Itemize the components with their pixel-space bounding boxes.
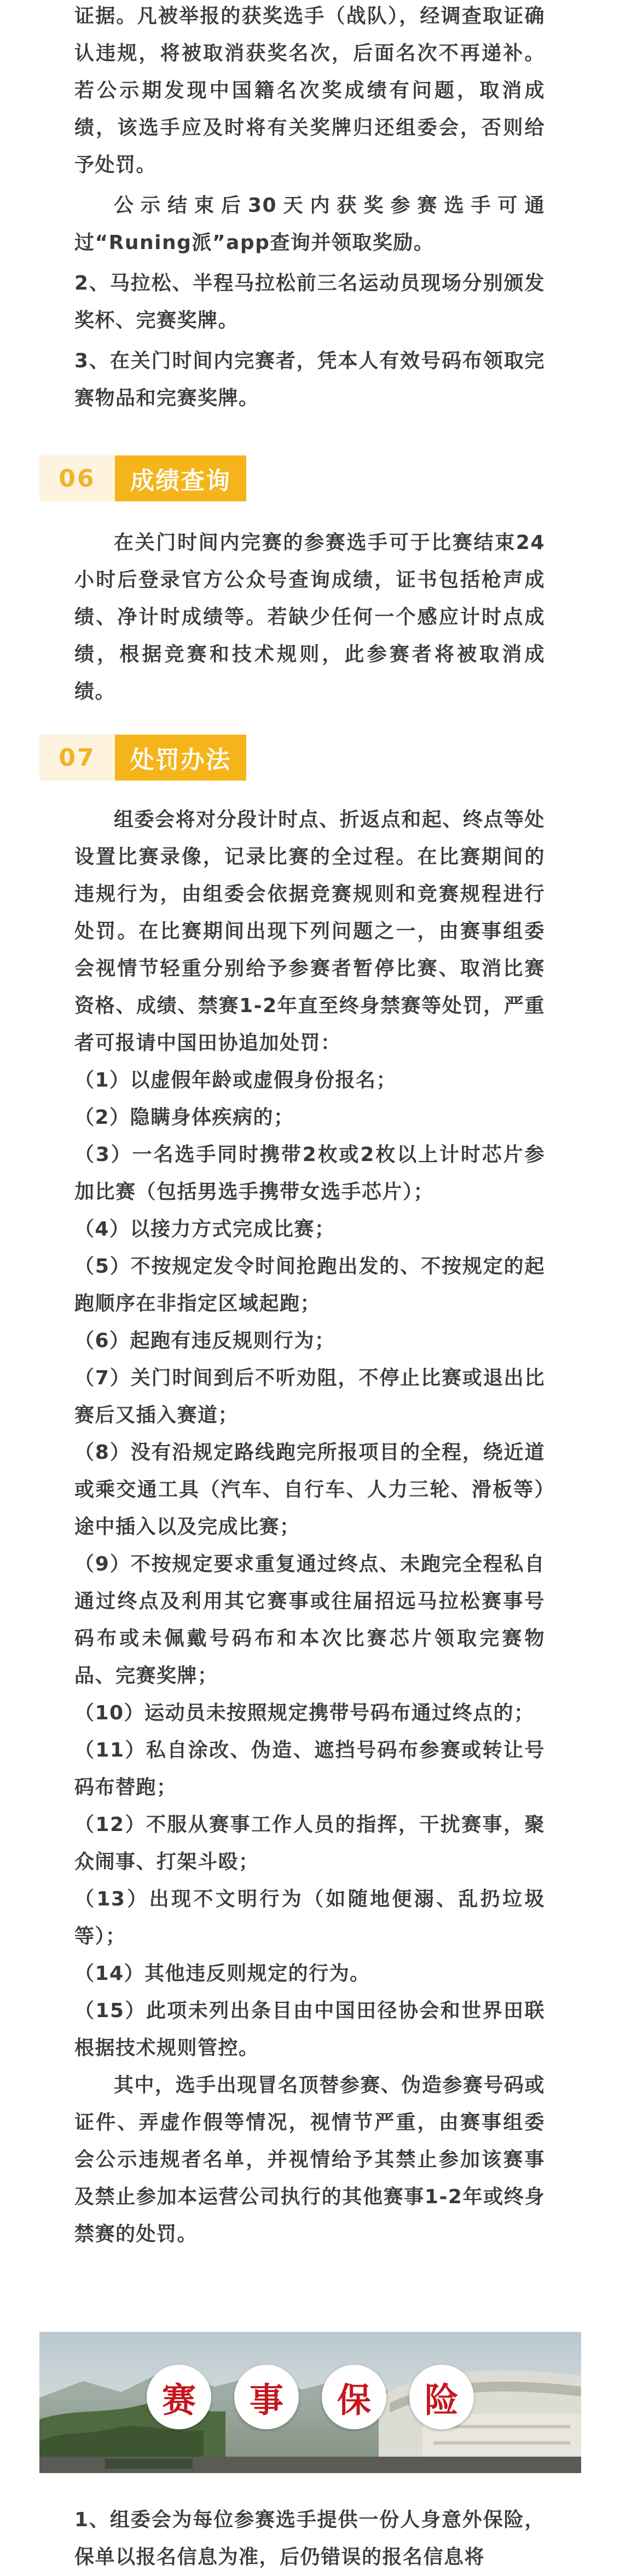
penalty-list bbox=[74, 1062, 545, 2067]
penalty-item: （14）其他违反则规定的行为。 bbox=[74, 1962, 370, 1985]
insurance-text-block bbox=[74, 2502, 545, 2576]
penalty-item: （15）此项未列出条目由中国田径协会和世界田联根据技术规则管控。 bbox=[74, 2000, 545, 2059]
paragraph-disqualification: 证据。凡被举报的获奖选手（战队），经调查取证确认违规，将被取消获奖名次，后面名次不再递补。若公示期发现中国籍名次奖成绩有问题，取消成绩，该选手应及时将有关奖牌归还组委会，否则给予处罚。 bbox=[74, 5, 545, 176]
penalty-item: （9）不按规定要求重复通过终点、未跑完全程私自通过终点及利用其它赛事或往届招远马拉松赛事号码布或未佩戴号码布和本次比赛芯片领取完赛物品、完赛奖牌； bbox=[74, 1553, 545, 1687]
paragraph-finisher-medal: 3、在关门时间内完赛者，凭本人有效号码布领取完赛物品和完赛奖牌。 bbox=[74, 350, 545, 409]
penalty-item: （1）以虚假年龄或虚假身份报名； bbox=[74, 1069, 397, 1091]
section-header-results bbox=[39, 455, 246, 501]
penalty-item: （7）关门时间到后不听劝阻，不停止比赛或退出比赛后又插入赛道； bbox=[74, 1367, 545, 1426]
penalty-item: （5）不按规定发令时间抢跑出发的、不按规定的起跑顺序在非指定区域起跑； bbox=[74, 1255, 545, 1315]
banner-char: 保 bbox=[322, 2365, 386, 2429]
paragraph-trophy: 2、马拉松、半程马拉松前三名运动员现场分别颁发奖杯、完赛奖牌。 bbox=[74, 272, 545, 332]
penalty-item: （10）运动员未按照规定携带号码布通过终点的； bbox=[74, 1702, 535, 1724]
penalty-item: （11）私自涂改、伪造、遮挡号码布参赛或转让号码布替跑； bbox=[74, 1739, 545, 1799]
results-text-block bbox=[74, 524, 545, 711]
paragraph-penalty-intro: 组委会将对分段计时点、折返点和起、终点等处设置比赛录像，记录比赛的全过程。在比赛期间的违规行为，由组委会依据竞赛规则和竞赛规程进行处罚。在比赛期间出现下列问题之一，由赛事组委会视情节轻重分别给予参赛者暂停比赛、取消比赛资格、成绩、禁赛1-2年直至终身禁赛等处罚，严重者可报请中国田协追加处罚： bbox=[74, 808, 545, 1054]
banner-title bbox=[39, 2365, 581, 2429]
penalty-item: （8）没有沿规定路线跑完所报项目的全程，绕近道或乘交通工具（汽车、自行车、人力三轮、滑板等）途中插入以及完成比赛； bbox=[74, 1441, 545, 1538]
section-header-penalties bbox=[39, 735, 246, 781]
top-text-block bbox=[74, 0, 545, 417]
penalty-item: （3）一名选手同时携带2枚或2枚以上计时芯片参加比赛（包括男选手携带女选手芯片）； bbox=[74, 1143, 545, 1203]
penalties-text-block bbox=[74, 801, 545, 2253]
banner-char: 事 bbox=[234, 2365, 299, 2429]
penalty-item: （12）不服从赛事工作人员的指挥，干扰赛事，聚众闹事、打架斗殴； bbox=[74, 1813, 545, 1873]
section-number: 06 bbox=[39, 455, 115, 501]
paragraph-penalty-closing: 其中，选手出现冒名顶替参赛、伪造参赛号码或证件、弄虚作假等情况，视情节严重，由赛事组委会公示违规者名单，并视情给予其禁止参加该赛事及禁止参加本运营公司执行的其他赛事1-2年或终身禁赛的处罚。 bbox=[74, 2074, 545, 2245]
section-title: 处罚办法 bbox=[115, 735, 246, 781]
section-title: 成绩查询 bbox=[115, 455, 246, 501]
section-number: 07 bbox=[39, 735, 115, 781]
banner-char: 赛 bbox=[147, 2365, 211, 2429]
paragraph-award-claim: 公示结束后30天内获奖参赛选手可通过“Runing派”app查询并领取奖励。 bbox=[74, 194, 545, 254]
penalty-item: （6）起跑有违反规则行为； bbox=[74, 1330, 335, 1352]
insurance-banner bbox=[39, 2332, 581, 2473]
penalty-item: （13）出现不文明行为（如随地便溺、乱扔垃圾等）； bbox=[74, 1888, 545, 1948]
paragraph-insurance: 1、组委会为每位参赛选手提供一份人身意外保险，保单以报名信息为准，后仍错误的报名信息将 bbox=[74, 2509, 545, 2568]
banner-char: 险 bbox=[409, 2365, 474, 2429]
paragraph-results-query: 在关门时间内完赛的参赛选手可于比赛结束24小时后登录官方公众号查询成绩，证书包括枪声成绩、净计时成绩等。若缺少任何一个感应计时点成绩，根据竞赛和技术规则，此参赛者将被取消成绩。 bbox=[74, 532, 545, 703]
penalty-item: （4）以接力方式完成比赛； bbox=[74, 1218, 335, 1240]
penalty-item: （2）隐瞒身体疾病的； bbox=[74, 1106, 294, 1129]
